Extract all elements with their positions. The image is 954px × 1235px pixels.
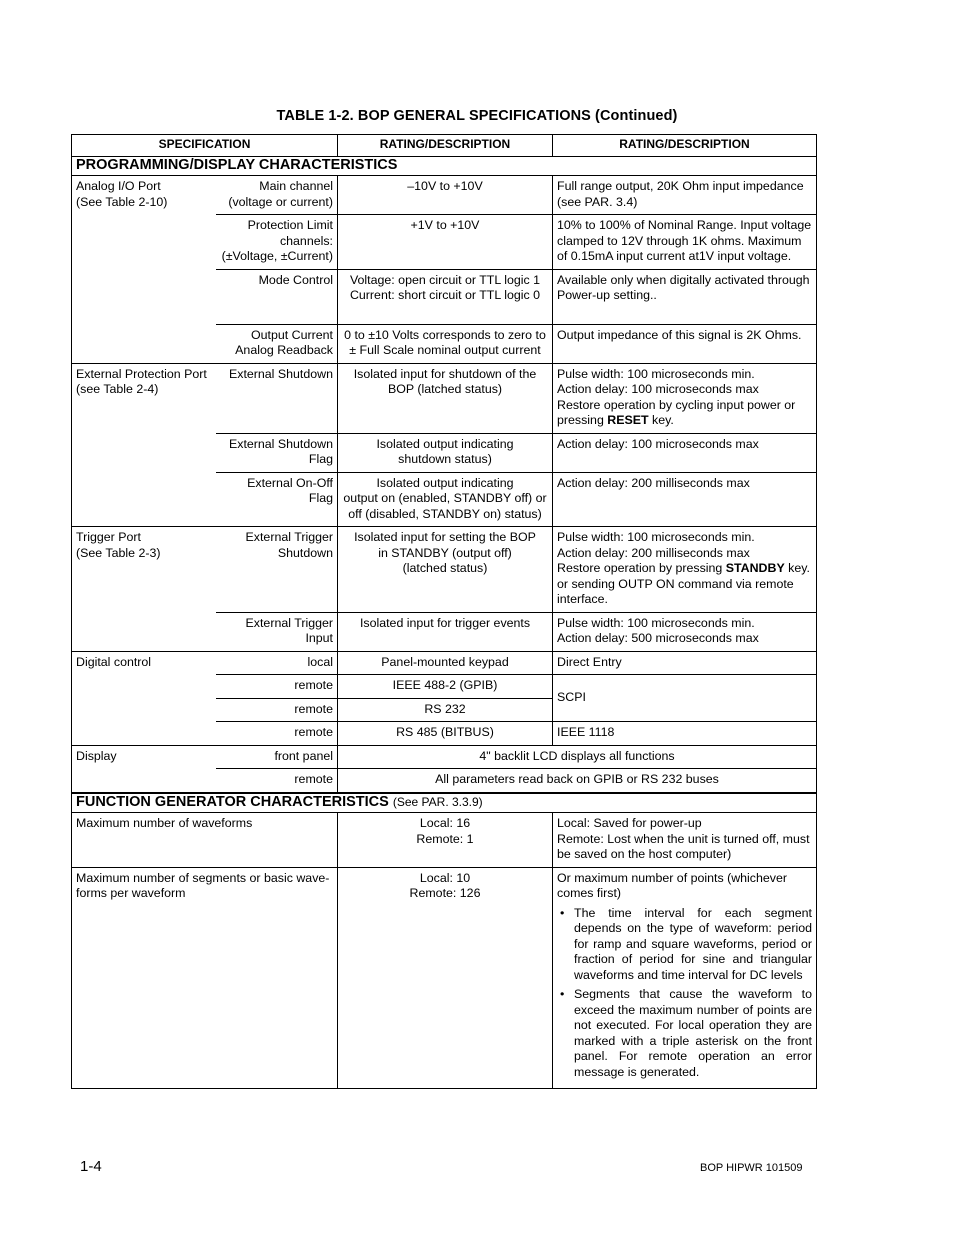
sub-label: front panel (216, 745, 338, 769)
spec-label-trigger: Trigger Port (See Table 2-3) (72, 527, 216, 652)
description-cell: Pulse width: 100 microseconds min. Action delay: 500 microseconds max (553, 612, 817, 651)
description-cell: Direct Entry (553, 651, 817, 675)
description-cell: 4" backlit LCD displays all functions (338, 745, 817, 769)
rating-cell: Isolated input for setting the BOP in STANDBY (output off) (latched status) (338, 527, 553, 613)
rating-cell: Isolated input for trigger events (338, 612, 553, 651)
header-row (72, 135, 817, 157)
description-cell: All parameters read back on GPIB or RS 232 buses (338, 769, 817, 793)
rating-cell: Local: 16 Remote: 1 (338, 813, 553, 868)
rating-cell: RS 485 (BITBUS) (338, 722, 553, 746)
table-row (72, 527, 817, 613)
list-item: • Segments that cause the waveform to exceed the maximum number of points are not executed. For local operation they are marked with a triple asterisk on the front panel. For remote operation an error message is generated. (557, 987, 812, 1080)
description-cell: Output impedance of this signal is 2K Ohms. (553, 324, 817, 363)
rating-cell: 0 to ±10 Volts corresponds to zero to ± Full Scale nominal output current (338, 324, 553, 363)
sub-label: Main channel (voltage or current) (216, 176, 338, 215)
spec-label-waveforms: Maximum number of waveforms (72, 813, 338, 868)
sub-label: External Trigger Input (216, 612, 338, 651)
description-cell: Action delay: 200 milliseconds max (553, 472, 817, 527)
sub-label: local (216, 651, 338, 675)
sub-label: External Shutdown Flag (216, 433, 338, 472)
rating-cell: Isolated output indicating output on (enabled, STANDBY off) or off (disabled, STANDBY on) status) (338, 472, 553, 527)
rating-cell: +1V to +10V (338, 215, 553, 270)
rating-cell: –10V to +10V (338, 176, 553, 215)
table-title: TABLE 1-2. BOP GENERAL SPECIFICATIONS (Continued) (276, 108, 678, 124)
standby-key-label: STANDBY (725, 561, 785, 575)
table-row (72, 363, 817, 433)
description-cell: Pulse width: 100 microseconds min. Action delay: 100 microseconds max Restore operation by cycling input power or pressing RESET key. (553, 363, 817, 433)
sub-label: Output Current Analog Readback (216, 324, 338, 363)
spec-label-analog: Analog I/O Port (See Table 2-10) (72, 176, 216, 364)
rating-cell: Isolated input for shutdown of the BOP (latched status) (338, 363, 553, 433)
sub-label: External Trigger Shutdown (216, 527, 338, 613)
rating-cell: RS 232 (338, 698, 553, 722)
table-row (72, 867, 817, 1089)
sub-label: Mode Control (216, 269, 338, 324)
description-cell: Or maximum number of points (whichever comes first) • The time interval for each segment depends on the type of waveform: period for ramp and square waveforms, period or fraction of period for sine and triangular waveforms and time interval for DC levels • Segments that cause the waveform to exceed the maximum number of points are not executed. For local operation they are marked with a triple asterisk on the front panel. For remote operation an error message is generated. (553, 867, 817, 1089)
sub-label: remote (216, 698, 338, 722)
sub-label: Protection Limit channels: (±Voltage, ±Current) (216, 215, 338, 270)
rating-cell: Voltage: open circuit or TTL logic 1 Current: short circuit or TTL logic 0 (338, 269, 553, 324)
spec-label-protection: External Protection Port (see Table 2-4) (72, 363, 216, 527)
section-row-function-generator (72, 793, 817, 813)
description-cell: Available only when digitally activated through Power-up setting.. (553, 269, 817, 324)
document-id: BOP HIPWR 101509 (700, 1162, 803, 1174)
specifications-table (71, 134, 817, 1089)
table-row (72, 651, 817, 675)
header-specification: SPECIFICATION (72, 135, 338, 157)
header-rating-2: RATING/DESCRIPTION (553, 135, 817, 157)
sub-label: remote (216, 675, 338, 699)
section-row-programming (72, 156, 817, 176)
table-row (72, 176, 817, 215)
spec-label-digital: Digital control (72, 651, 216, 745)
description-cell: SCPI (553, 675, 817, 722)
sub-label: remote (216, 769, 338, 793)
description-cell: Local: Saved for power-up Remote: Lost when the unit is turned off, must be saved on the host computer) (553, 813, 817, 868)
rating-cell: Panel-mounted keypad (338, 651, 553, 675)
list-item: • The time interval for each segment depends on the type of waveform: period for ramp and square waveforms, period or fraction of period for sine and triangular waveforms and time interval for DC levels (557, 906, 812, 984)
header-rating-1: RATING/DESCRIPTION (338, 135, 553, 157)
rating-cell: Local: 10 Remote: 126 (338, 867, 553, 1089)
description-cell: Pulse width: 100 microseconds min. Action delay: 200 milliseconds max Restore operation by pressing STANDBY key. or sending OUTP ON command via remote interface. (553, 527, 817, 613)
sub-label: External On-Off Flag (216, 472, 338, 527)
spec-label-display: Display (72, 745, 216, 792)
table-row (72, 745, 817, 769)
rating-cell: IEEE 488-2 (GPIB) (338, 675, 553, 699)
section-reference: (See PAR. 3.3.9) (392, 794, 483, 809)
reset-key-label: RESET (607, 413, 649, 427)
rating-cell: Isolated output indicating shutdown status) (338, 433, 553, 472)
table-row (72, 813, 817, 868)
sub-label: External Shutdown (216, 363, 338, 433)
description-cell: 10% to 100% of Nominal Range. Input voltage clamped to 12V through 1K ohms. Maximum of 0.15mA input current at1V input voltage. (553, 215, 817, 270)
description-cell: IEEE 1118 (553, 722, 817, 746)
bullet-list (557, 906, 812, 1081)
description-cell: Full range output, 20K Ohm input impedance (see PAR. 3.4) (553, 176, 817, 215)
page-number: 1-4 (80, 1158, 102, 1175)
section-title-function-generator: FUNCTION GENERATOR CHARACTERISTICS (See PAR. 3.3.9) (72, 793, 817, 813)
spec-label-segments: Maximum number of segments or basic wave- forms per waveform (72, 867, 338, 1089)
sub-label: remote (216, 722, 338, 746)
description-cell: Action delay: 100 microseconds max (553, 433, 817, 472)
section-title-programming: PROGRAMMING/DISPLAY CHARACTERISTICS (72, 156, 817, 176)
